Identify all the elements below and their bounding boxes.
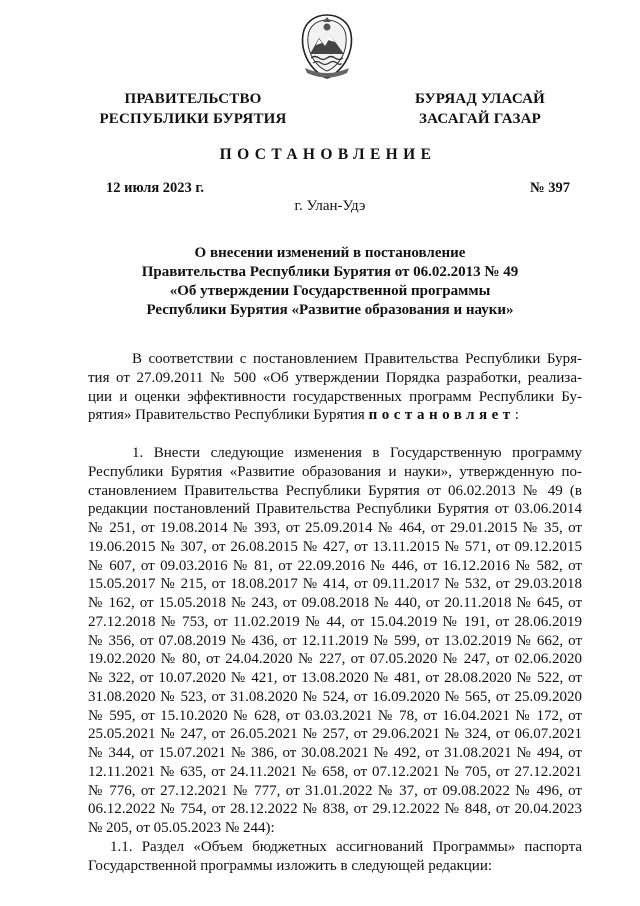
text-line-final <box>88 406 582 425</box>
document-body <box>88 350 582 875</box>
text-line: Государственной программы изложить в следующей редакции: <box>88 857 493 874</box>
document-city: г. Улан-Удэ <box>294 198 366 214</box>
text-line: Республики Бурятия «Развитие образования и науки», утвержденную по- <box>88 463 582 480</box>
organization-name-bua <box>390 89 570 129</box>
subject-line: «Об утверждении Государственной программы <box>169 283 491 299</box>
subject-line: О внесении изменений в постановление <box>194 245 466 261</box>
text-line: № 344, от 15.07.2021 № 386, от 30.08.2021 № 492, от 31.08.2021 № 494, от <box>88 745 582 761</box>
text-line: № 776, от 27.12.2021 № 777, от 31.01.2022 № 37, от 09.08.2022 № 496, от <box>88 782 582 799</box>
text-line: 06.12.2022 № 754, от 28.12.2022 № 838, от 29.12.2022 № 848, от 20.04.2023 <box>88 801 582 818</box>
text-line: № 162, от 15.05.2018 № 243, от 09.08.2018 № 440, от 20.11.2018 № 645, от <box>88 595 582 611</box>
text-line: 19.02.2020 № 80, от 24.04.2020 № 227, от 07.05.2020 № 247, от 02.06.2020 <box>88 651 582 668</box>
org-left-line-2: РЕСПУБЛИКИ БУРЯТИЯ <box>99 111 287 127</box>
text-line: № 251, от 19.08.2014 № 393, от 25.09.2014 № 464, от 29.01.2015 № 35, от <box>88 520 582 536</box>
text-line: рятия» Правительство Республики Бурятия <box>88 407 365 424</box>
subject-line: Правительства Республики Бурятия от 06.02.2013 № 49 <box>141 264 519 280</box>
coat-of-arms-icon <box>297 12 357 80</box>
document-title: ПОСТАНОВЛЕНИЕ <box>219 146 437 163</box>
text-line: № 356, от 07.08.2019 № 436, от 12.11.2019 № 599, от 13.02.2019 № 662, от <box>88 632 582 649</box>
document-number: № 397 <box>530 180 570 196</box>
subject-line: Республики Бурятия «Развитие образования и науки» <box>146 302 514 318</box>
org-right-line-1: БУРЯАД УЛАСАЙ <box>414 91 546 107</box>
resolution-keyword: постановляет <box>368 407 515 424</box>
text-line: становлением Правительства Республики Бурятия от 06.02.2013 № 49 (в <box>88 482 582 499</box>
text-line: 27.12.2018 № 753, от 11.02.2019 № 44, от 15.04.2019 № 191, от 28.06.2019 <box>88 613 582 630</box>
text-line: 1. Внести следующие изменения в Государственную программу <box>132 445 582 461</box>
text-line: 19.06.2015 № 307, от 26.08.2015 № 427, от 13.11.2015 № 571, от 09.12.2015 <box>88 538 582 555</box>
text-line: № 205, от 05.05.2023 № 244): <box>88 820 275 836</box>
text-line: № 607, от 09.03.2016 № 81, от 22.09.2016 № 446, от 16.12.2016 № 582, от <box>88 557 582 574</box>
org-right-line-2: ЗАСАГАЙ ГАЗАР <box>419 111 541 127</box>
text-line: ции и оценки эффективности государственных программ Республики Бу- <box>88 388 582 405</box>
text-line: редакции постановлений Правительства Республики Бурятия от 03.06.2014 <box>88 501 582 518</box>
text-line: 25.05.2021 № 247, от 26.05.2021 № 257, от 29.06.2021 № 324, от 06.07.2021 <box>88 726 582 743</box>
preamble-paragraph <box>88 350 582 425</box>
text-line: В соответствии с постановлением Правительства Республики Буря- <box>132 351 582 367</box>
text-line: 1.1. Раздел «Объем бюджетных ассигнований Программы» паспорта <box>110 838 582 855</box>
text-line: 31.08.2020 № 523, от 31.08.2020 № 524, от 16.09.2020 № 565, от 25.09.2020 <box>88 688 582 705</box>
text-line: 15.05.2017 № 215, от 18.08.2017 № 414, от 09.11.2017 № 532, от 29.03.2018 <box>88 576 582 593</box>
text-line: тия от 27.09.2011 № 500 «Об утверждении Порядка разработки, реализа- <box>88 369 582 386</box>
document-date: 12 июля 2023 г. <box>106 180 205 196</box>
text-line: № 322, от 10.07.2020 № 421, от 13.08.2020 № 481, от 28.08.2020 № 522, от <box>88 670 582 686</box>
item-1-paragraph <box>88 444 582 838</box>
resolution-colon: : <box>514 407 519 424</box>
text-line: № 595, от 15.10.2020 № 628, от 03.03.2021 № 78, от 16.04.2021 № 172, от <box>88 707 582 724</box>
item-1-1-paragraph <box>88 838 582 876</box>
organization-name-ru <box>88 89 298 129</box>
document-subject <box>60 244 600 320</box>
org-left-line-1: ПРАВИТЕЛЬСТВО <box>124 91 262 107</box>
text-line: 12.11.2021 № 635, от 24.11.2021 № 658, от 07.12.2021 № 705, от 27.12.2021 <box>88 763 582 780</box>
